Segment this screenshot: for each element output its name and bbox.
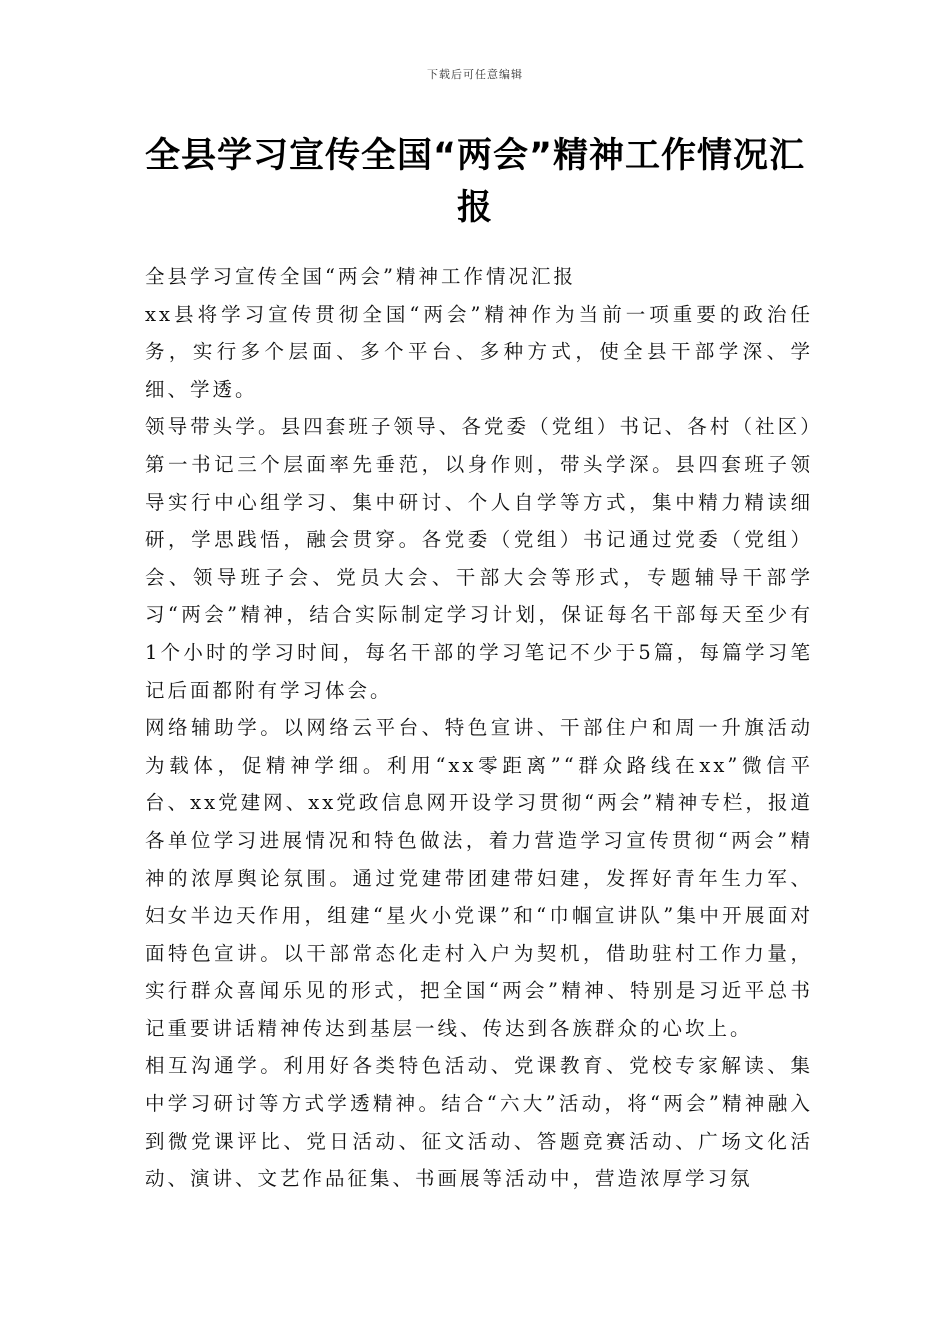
paragraph-mutual-study: 相互沟通学。利用好各类特色活动、党课教育、党校专家解读、集中学习研讨等方式学透精神。结合“六大”活动，将“两会”精神融入到微党课评比、党日活动、征文活动、答题竞赛活动、广场文化活动、演讲、文艺作品征集、书画展等活动中，营造浓厚学习氛 [145,1054,813,1191]
paragraph-intro: xx县将学习宣传贯彻全国“两会”精神作为当前一项重要的政治任务，实行多个层面、多个平台、多种方式，使全县干部学深、学细、学透。 [145,302,813,401]
header-note: 下载后可任意编辑 [427,68,523,81]
document-title: 全县学习宣传全国“两会”精神工作情况汇报 [144,136,805,228]
paragraph-network-study: 网络辅助学。以网络云平台、特色宣讲、干部住户和周一升旗活动为载体，促精神学细。利用“xx零距离”“群众路线在xx”微信平台、xx党建网、xx党政信息网开设学习贯彻“两会”精神专栏，报道各单位学习进展情况和特色做法，着力营造学习宣传贯彻“两会”精神的浓厚舆论氛围。通过党建带团建带妇建，发挥好青年生力军、妇女半边天作用，组建“星火小党课”和“巾帼宣讲队”集中开展面对面特色宣讲。以干部常态化走村入户为契机，借助驻村工作力量，实行群众喜闻乐见的形式，把全国“两会”精神、特别是习近平总书记重要讲话精神传达到基层一线、传达到各族群众的心坎上。 [145,716,813,1040]
paragraph-leadership-study: 领导带头学。县四套班子领导、各党委（党组）书记、各村（社区）第一书记三个层面率先垂范，以身作则，带头学深。县四套班子领导实行中心组学习、集中研讨、个人自学等方式，集中精力精读细研，学思践悟，融会贯穿。各党委（党组）书记通过党委（党组）会、领导班子会、党员大会、干部大会等形式，专题辅导干部学习“两会”精神，结合实际制定学习计划，保证每名干部每天至少有1个小时的学习时间，每名干部的学习笔记不少于5篇，每篇学习笔记后面都附有学习体会。 [145,415,813,702]
paragraph-subtitle: 全县学习宣传全国“两会”精神工作情况汇报 [145,265,576,288]
document-body [145,258,813,1198]
